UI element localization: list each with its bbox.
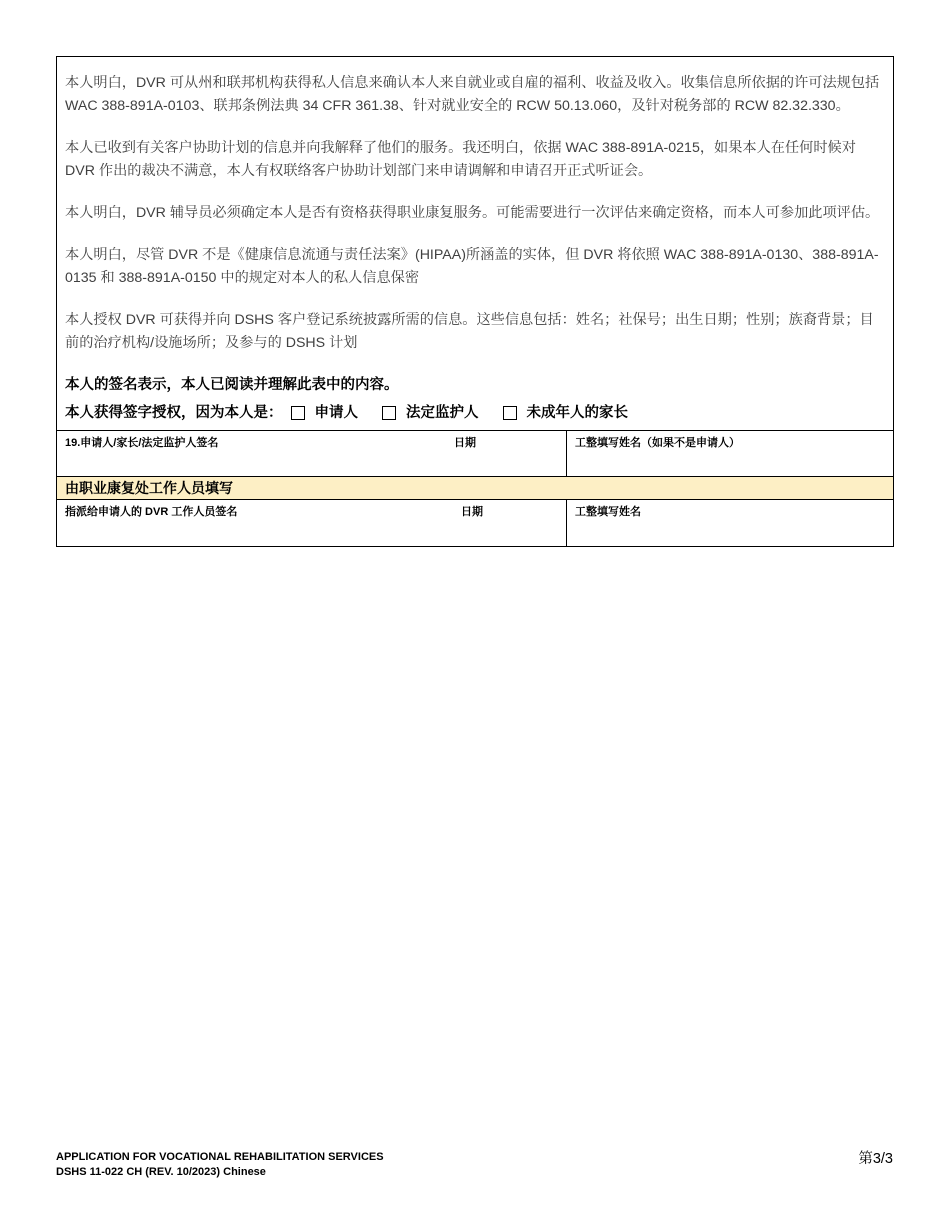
form-title: APPLICATION FOR VOCATIONAL REHABILITATION SERVICES (56, 1151, 384, 1163)
form-number: DSHS 11-022 CH (REV. 10/2023) Chinese (56, 1166, 266, 1178)
form-footer (56, 1150, 384, 1180)
term-paragraph-privacy: 本人明白，尽管 DVR 不是《健康信息流通与责任法案》(HIPAA)所涵盖的实体，但 DVR 将依照 WAC 388-891A-0130、388-891A-0135 和 388-891A-0150 中的规定对本人的私人信息保密 (65, 247, 879, 286)
staff-signature-label: 指派给申请人的 DVR 工作人员签名 (65, 506, 238, 518)
guardian-option-label: 法定监护人 (406, 405, 479, 421)
staff-date-label: 日期 (461, 506, 483, 518)
applicant-date-label: 日期 (454, 437, 476, 449)
guardian-checkbox[interactable] (382, 406, 396, 420)
signing-authority-label: 本人获得签字授权，因为本人是： (65, 405, 283, 421)
consent-form (56, 56, 894, 547)
term-paragraph-income: 本人明白，DVR 可从州和联邦机构获得私人信息来确认本人来自就业或自雇的福利、收益及收入。收集信息所依据的许可法规包括 WAC 388-891A-0103、联邦条例法典 34 CFR 361.38、针对就业安全的 RCW 50.13.060，及针对税务部的 RCW 82.32.330。 (65, 75, 880, 114)
applicant-signature-field[interactable] (57, 431, 567, 476)
staff-signature-field[interactable] (57, 500, 567, 546)
staff-printed-name-label: 工整填写姓名 (575, 506, 641, 518)
page-number: 第3/3 (858, 1151, 893, 1167)
staff-signature-row (57, 499, 893, 546)
applicant-option-label: 申请人 (314, 405, 358, 421)
parent-option-label: 未成年人的家长 (526, 405, 628, 421)
applicant-checkbox[interactable] (291, 406, 305, 420)
staff-section-header: 由职业康复处工作人员填写 (57, 476, 893, 499)
term-paragraph-dshs-disclosure: 本人授权 DVR 可获得并向 DSHS 客户登记系统披露所需的信息。这些信息包括：姓名；社保号；出生日期；性别；族裔背景；目前的治疗机构/设施场所；及参与的 DSHS 计划 (65, 312, 874, 351)
signing-authority-row (57, 403, 893, 423)
term-paragraph-client-assistance: 本人已收到有关客户协助计划的信息并向我解释了他们的服务。我还明白，依据 WAC 388-891A-0215，如果本人在任何时候对 DVR 作出的裁决不满意，本人有权联络客户协助计划部门来申请调解和申请召开正式听证会。 (65, 140, 856, 179)
staff-printed-name-field[interactable] (567, 500, 893, 546)
signature-statement: 本人的签名表示，本人已阅读并理解此表中的内容。 (65, 377, 399, 393)
term-paragraph-eligibility: 本人明白，DVR 辅导员必须确定本人是否有资格获得职业康复服务。可能需要进行一次评估来确定资格，而本人可参加此项评估。 (65, 205, 880, 221)
applicant-signature-label: 19.申请人/家长/法定监护人签名 (65, 437, 219, 449)
terms-section (57, 57, 893, 355)
applicant-printed-name-label: 工整填写姓名（如果不是申请人） (575, 437, 740, 449)
parent-checkbox[interactable] (503, 406, 517, 420)
applicant-signature-row (57, 430, 893, 476)
applicant-printed-name-field[interactable] (567, 431, 893, 476)
